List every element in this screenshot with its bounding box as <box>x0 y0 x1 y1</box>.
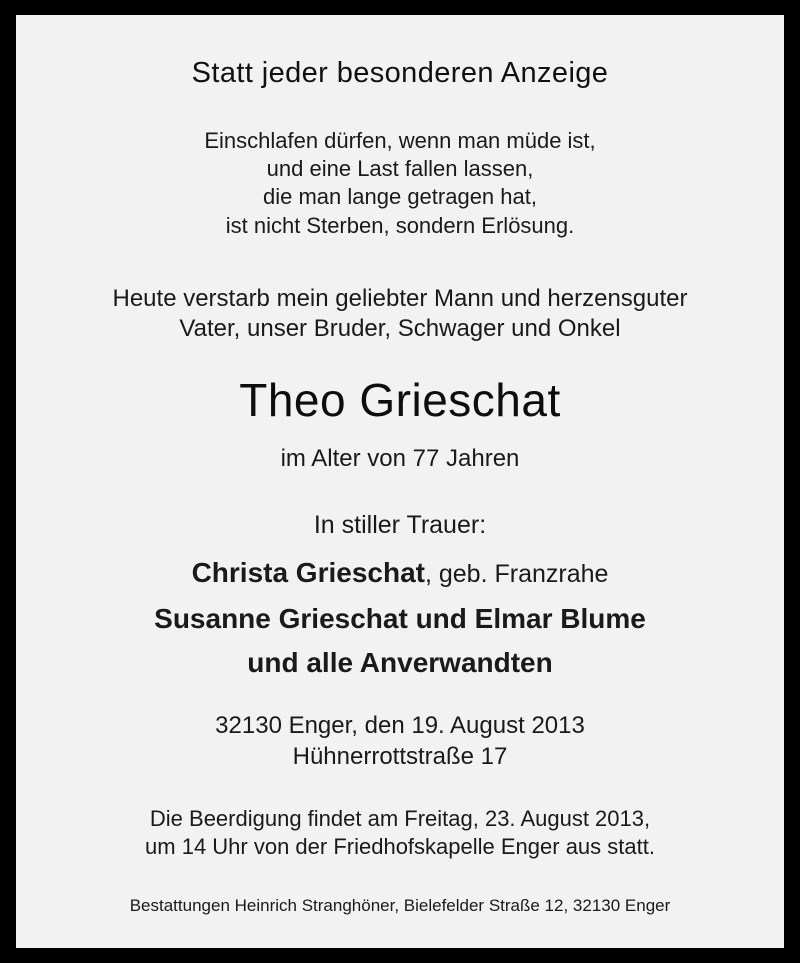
poem-block <box>204 127 595 240</box>
obituary-notice <box>16 15 784 948</box>
mourner-secondary: Susanne Grieschat und Elmar Blume <box>154 602 646 634</box>
mourners-title: In stiller Trauer: <box>313 510 487 539</box>
intro-line: Vater, unser Bruder, Schwager und Onkel <box>179 315 621 343</box>
funeral-block <box>145 805 655 861</box>
address-line: Hühnerrottstraße 17 <box>292 742 508 770</box>
notice-headline: Statt jeder besonderen Anzeige <box>191 57 609 89</box>
poem-line: und eine Last fallen lassen, <box>266 156 534 182</box>
poem-line: ist nicht Sterben, sondern Erlösung. <box>225 212 575 238</box>
age-line: im Alter von 77 Jahren <box>280 445 520 473</box>
address-line: 32130 Enger, den 19. August 2013 <box>215 712 585 740</box>
intro-block <box>113 284 688 345</box>
funeral-line: um 14 Uhr von der Friedhofskapelle Enger aus statt. <box>145 833 655 859</box>
mourner-all: und alle Anverwandten <box>247 647 553 679</box>
undertaker-line: Bestattungen Heinrich Stranghöner, Bielefelder Straße 12, 32130 Enger <box>129 896 671 915</box>
mourner-primary <box>192 555 609 591</box>
deceased-name: Theo Grieschat <box>239 374 561 427</box>
poem-line: die man lange getragen hat, <box>263 184 537 210</box>
address-block <box>215 711 585 772</box>
funeral-line: Die Beerdigung findet am Freitag, 23. August 2013, <box>149 805 651 831</box>
mourner-primary-suffix: , geb. Franzrahe <box>424 559 609 588</box>
intro-line: Heute verstarb mein geliebter Mann und herzensguter <box>112 284 688 312</box>
poem-line: Einschlafen dürfen, wenn man müde ist, <box>204 128 596 154</box>
mourner-primary-name: Christa Grieschat <box>191 556 425 588</box>
